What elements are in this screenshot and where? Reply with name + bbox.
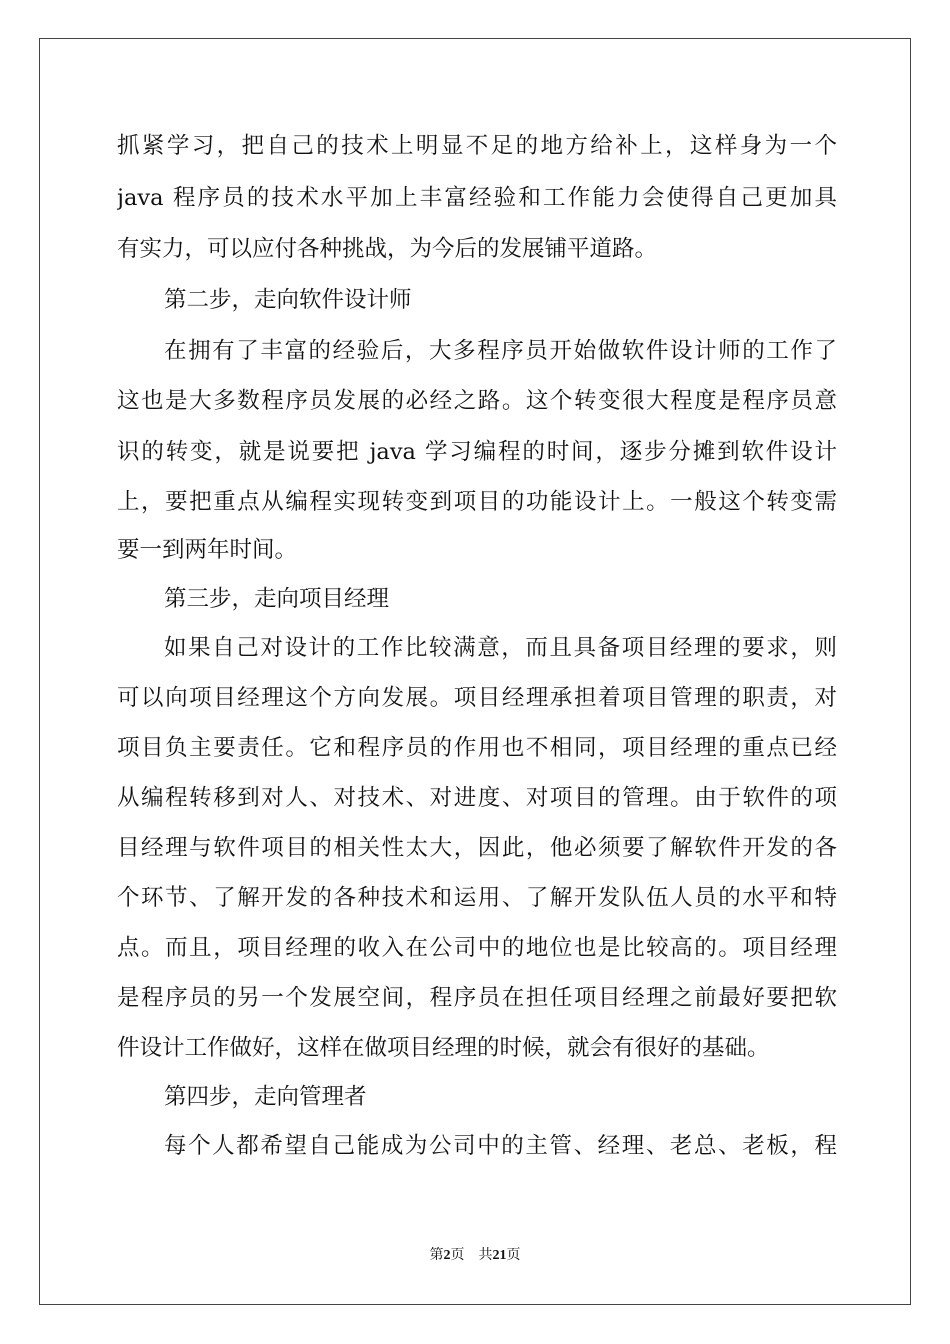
text-line: java 程序员的技术水平加上丰富经验和工作能力会使得自己更加具: [117, 185, 837, 211]
page-prefix: 第: [429, 1247, 444, 1263]
text-line: 上，要把重点从编程实现转变到项目的功能设计上。一般这个转变需: [117, 489, 837, 515]
text-line: 识的转变，就是说要把 java 学习编程的时间，逐步分摊到软件设计: [117, 439, 837, 465]
text-line: 从编程转移到对人、对技术、对进度、对项目的管理。由于软件的项: [117, 785, 837, 811]
section-heading: 第四步，走向管理者: [164, 1084, 367, 1110]
total-suffix: 页: [506, 1247, 521, 1263]
page-number: 2: [443, 1248, 451, 1263]
text-line: 这也是大多数程序员发展的必经之路。这个转变很大程度是程序员意: [117, 388, 837, 414]
section-heading: 第三步，走向项目经理: [164, 586, 390, 612]
text-line: 如果自己对设计的工作比较满意，而且具备项目经理的要求，则: [164, 635, 837, 661]
text-line: 是程序员的另一个发展空间，程序员在担任项目经理之前最好要把软: [117, 985, 837, 1011]
page-footer: [0, 1245, 950, 1266]
text-line: 项目负主要责任。它和程序员的作用也不相同，项目经理的重点已经: [117, 735, 837, 761]
total-pages: 21: [492, 1248, 507, 1263]
total-prefix: 共: [478, 1247, 493, 1263]
text-line: 在拥有了丰富的经验后，大多程序员开始做软件设计师的工作了: [164, 338, 837, 364]
text-line: 有实力，可以应付各种挑战，为今后的发展铺平道路。: [117, 236, 658, 262]
text-line: 抓紧学习，把自己的技术上明显不足的地方给补上，这样身为一个: [117, 133, 837, 159]
page-suffix: 页: [450, 1247, 465, 1263]
text-line: 个环节、了解开发的各种技术和运用、了解开发队伍人员的水平和特: [117, 885, 837, 911]
text-line: 每个人都希望自己能成为公司中的主管、经理、老总、老板，程: [164, 1133, 837, 1159]
text-line: 目经理与软件项目的相关性太大，因此，他必须要了解软件开发的各: [117, 835, 837, 861]
text-line: 点。而且，项目经理的收入在公司中的地位也是比较高的。项目经理: [117, 935, 837, 961]
text-line: 件设计工作做好，这样在做项目经理的时候，就会有很好的基础。: [117, 1035, 770, 1061]
text-line: 要一到两年时间。: [117, 537, 298, 563]
page-border: [39, 38, 911, 1305]
text-line: 可以向项目经理这个方向发展。项目经理承担着项目管理的职责，对: [117, 685, 837, 711]
section-heading: 第二步，走向软件设计师: [164, 287, 412, 313]
